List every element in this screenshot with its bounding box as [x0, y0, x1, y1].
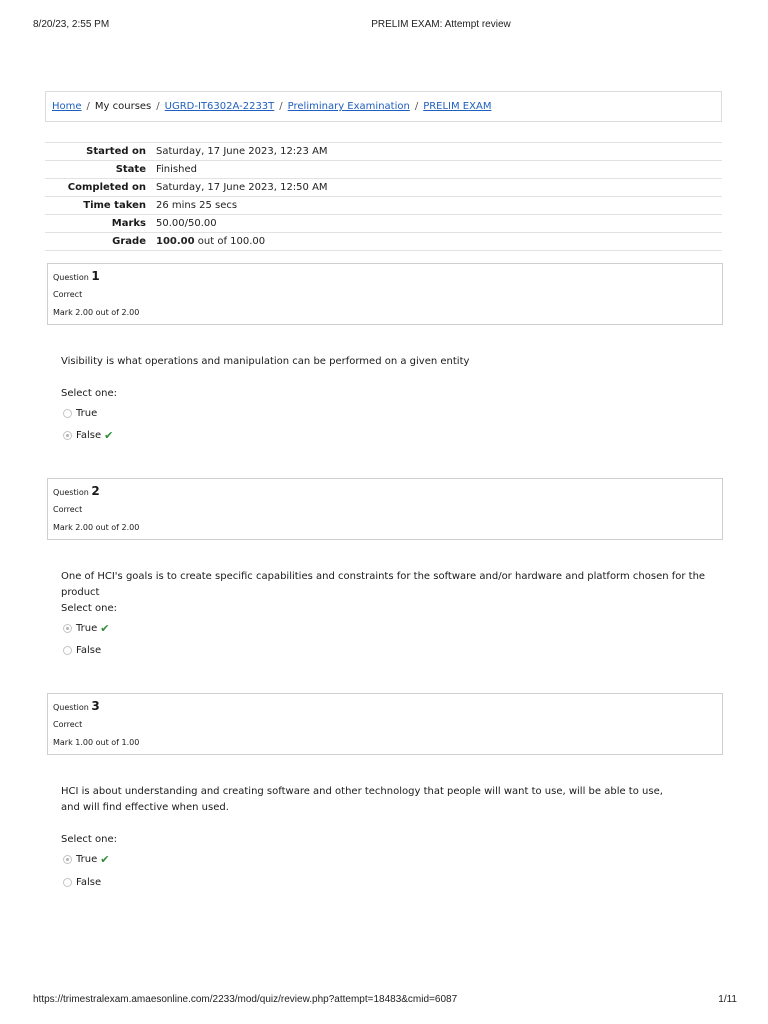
grade-score: 100.00	[156, 236, 195, 247]
question-mark: Mark 1.00 out of 1.00	[53, 738, 140, 747]
breadcrumb-quiz-link[interactable]: PRELIM EXAM	[423, 101, 492, 112]
question-prefix: Question	[53, 273, 89, 282]
summary-label: Completed on	[67, 182, 146, 193]
summary-value: Saturday, 17 June 2023, 12:50 AM	[156, 182, 328, 193]
breadcrumb-home-link[interactable]: Home	[52, 101, 82, 112]
option-label: True	[76, 407, 98, 419]
breadcrumb-separator: /	[414, 101, 419, 112]
summary-label: Grade	[112, 236, 146, 247]
question-number-value: 2	[91, 484, 100, 498]
summary-value: Finished	[156, 164, 197, 175]
question-state: Correct	[53, 720, 83, 729]
breadcrumb-section-link[interactable]: Preliminary Examination	[287, 101, 410, 112]
print-url: https://trimestralexam.amaesonline.com/2233/mod/quiz/review.php?attempt=18483&cmid=6087	[33, 994, 458, 1005]
question-number-value: 1	[91, 269, 100, 283]
summary-label: State	[115, 164, 146, 175]
checkmark-icon: ✔	[100, 852, 110, 866]
breadcrumb	[45, 91, 722, 122]
summary-row-state	[45, 161, 722, 179]
summary-row-started	[45, 143, 722, 161]
option-label: False	[76, 644, 102, 656]
select-one-prompt: Select one:	[61, 834, 118, 845]
radio-button-selected[interactable]	[63, 624, 72, 633]
option-label: False	[76, 876, 102, 888]
question-mark: Mark 2.00 out of 2.00	[53, 523, 140, 532]
question-state: Correct	[53, 505, 83, 514]
print-header	[0, 19, 768, 33]
print-datetime: 8/20/23, 2:55 PM	[33, 19, 110, 30]
question-prefix: Question	[53, 488, 89, 497]
summary-row-marks	[45, 215, 722, 233]
summary-label: Started on	[86, 146, 146, 157]
select-one-prompt: Select one:	[61, 603, 118, 614]
question-info-box	[47, 263, 723, 325]
attempt-summary-table	[45, 142, 722, 251]
question-number	[53, 269, 100, 283]
question-text: One of HCI's goals is to create specific capabilities and constraints for the software and/or hardware and platform chosen for the product	[61, 571, 706, 598]
question-info-box	[47, 478, 723, 540]
question-number	[53, 699, 100, 713]
question-number-value: 3	[91, 699, 100, 713]
breadcrumb-separator: /	[156, 101, 160, 112]
question-mark: Mark 2.00 out of 2.00	[53, 308, 140, 317]
question-state: Correct	[53, 290, 83, 299]
answer-option-false[interactable]	[63, 428, 113, 442]
summary-row-completed	[45, 179, 722, 197]
summary-row-grade	[45, 233, 722, 251]
answer-option-true[interactable]	[63, 852, 109, 866]
summary-row-time-taken	[45, 197, 722, 215]
print-page-number: 1/11	[718, 994, 737, 1005]
checkmark-icon: ✔	[104, 428, 114, 442]
breadcrumb-my-courses: My courses	[94, 101, 152, 112]
summary-value: 26 mins 25 secs	[156, 200, 238, 211]
question-text: HCI is about understanding and creating software and other technology that people will want to use, will be able to use, and will find effective when used.	[61, 786, 663, 813]
breadcrumb-separator: /	[86, 101, 90, 112]
radio-button[interactable]	[63, 646, 72, 655]
option-label: True	[76, 853, 98, 865]
summary-value: 50.00/50.00	[156, 218, 217, 229]
question-info-box	[47, 693, 723, 755]
summary-label: Marks	[111, 218, 146, 229]
radio-button[interactable]	[63, 409, 72, 418]
radio-button[interactable]	[63, 878, 72, 887]
summary-value	[152, 233, 722, 251]
option-label: False	[76, 429, 102, 441]
radio-button-selected[interactable]	[63, 855, 72, 864]
breadcrumb-course-link[interactable]: UGRD-IT6302A-2233T	[164, 101, 275, 112]
summary-label: Time taken	[83, 200, 146, 211]
breadcrumb-separator: /	[279, 101, 283, 112]
print-page-title: PRELIM EXAM: Attempt review	[371, 19, 511, 30]
summary-value: Saturday, 17 June 2023, 12:23 AM	[156, 146, 328, 157]
checkmark-icon: ✔	[100, 621, 110, 635]
question-number	[53, 484, 100, 498]
print-footer	[0, 994, 768, 1008]
answer-option-false[interactable]	[63, 875, 101, 889]
answer-option-false[interactable]	[63, 643, 101, 657]
question-prefix: Question	[53, 703, 89, 712]
option-label: True	[76, 622, 98, 634]
select-one-prompt: Select one:	[61, 388, 118, 399]
answer-option-true[interactable]	[63, 621, 109, 635]
grade-out-of: out of 100.00	[197, 236, 266, 247]
question-text: Visibility is what operations and manipulation can be performed on a given entity	[61, 356, 470, 367]
answer-option-true[interactable]	[63, 406, 97, 420]
radio-button-selected[interactable]	[63, 431, 72, 440]
